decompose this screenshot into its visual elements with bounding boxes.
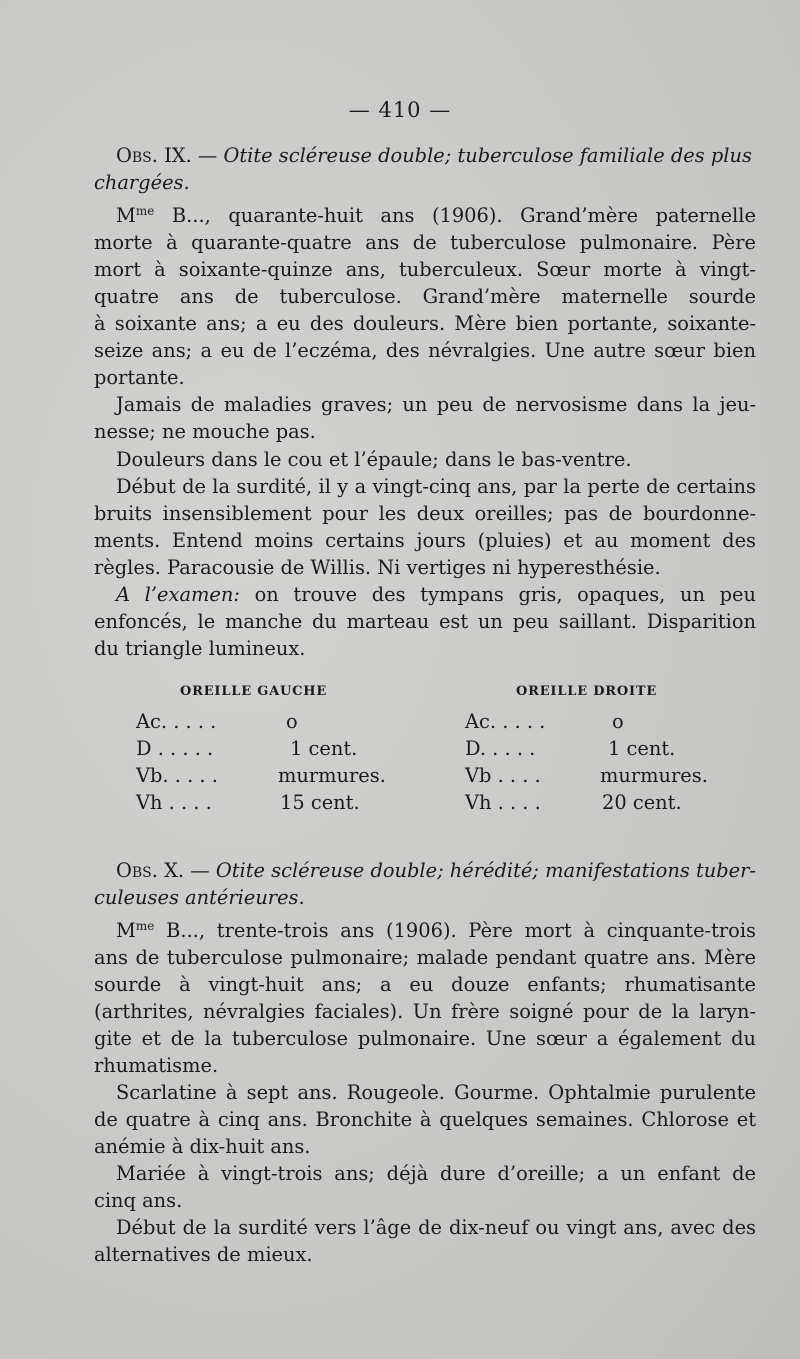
obs10-p1-line3: sourde à vingt-huit ans; a eu douze enfants; rhumatisante	[94, 973, 756, 996]
obs9-p5-line1: A l’examen: on trouve des tympans gris, opaques, un peu	[116, 583, 757, 606]
obs10-p1-line5: gite et de la tuberculose pulmonaire. Une sœur a également du	[94, 1027, 756, 1050]
obs9-p4-line4: règles. Paracousie de Willis. Ni vertiges ni hyperesthésie.	[94, 556, 661, 579]
right-ear-header: OREILLE DROITE	[516, 684, 658, 699]
obs9-p5-line2: enfoncés, le manche du marteau est un peu saillant. Disparition	[94, 610, 756, 633]
obs9-p1-line2: morte à quarante-quatre ans de tuberculose pulmonaire. Père	[94, 231, 756, 254]
obs10-p4-line1: Début de la surdité vers l’âge de dix-neuf ou vingt ans, avec des	[116, 1216, 756, 1239]
left-row-label: D . . . . .	[136, 737, 214, 760]
obs9-p1-line5: à soixante ans; a eu des douleurs. Mère bien portante, soixante-	[94, 312, 756, 335]
obs10-p2-line3: anémie à dix-huit ans.	[94, 1135, 311, 1158]
obs9-p4-line2: bruits insensiblement pour les deux oreilles; pas de bourdonne-	[94, 502, 756, 525]
obs9-p1-line4: quatre ans de tuberculose. Grand’mère maternelle sourde	[94, 285, 756, 308]
obs9-p1-line7: portante.	[94, 366, 185, 389]
right-row-label: D. . . . .	[465, 737, 536, 760]
obs9-p2-line1: Jamais de maladies graves; un peu de nervosisme dans la jeu-	[116, 393, 756, 416]
obs9-p1-line3: mort à soixante-quinze ans, tuberculeux. Sœur morte à vingt-	[94, 258, 756, 281]
obs9-p2-line2: nesse; ne mouche pas.	[94, 420, 316, 443]
obs10-dash: —	[190, 859, 210, 882]
obs10-p1-line2: ans de tuberculose pulmonaire; malade pendant quatre ans. Mère	[94, 946, 756, 969]
obs10-title-line2: culeuses antérieures.	[94, 886, 305, 909]
right-row-value: 1 cent.	[608, 737, 676, 760]
obs9-dash: —	[197, 144, 218, 167]
obs10-p4-line2: alternatives de mieux.	[94, 1243, 313, 1266]
mme-abbrev: $M^{me}$ B...,	[116, 204, 211, 227]
obs9-p4-line3: ments. Entend moins certains jours (pluies) et au moment des	[94, 529, 756, 552]
right-row-label: Ac. . . . .	[465, 710, 546, 733]
obs9-p4-line1: Début de la surdité, il y a vingt-cinq ans, par la perte de certains	[116, 475, 756, 498]
right-row-value: murmures.	[600, 764, 708, 787]
left-row-label: Vb. . . . .	[136, 764, 218, 787]
left-row-label: Vh . . . .	[136, 791, 212, 814]
mme-abbrev: $M^{me}$ B...,	[116, 919, 206, 942]
obs9-title: Otite scléreuse double; tuberculose familiale des plus	[223, 144, 752, 167]
page-number: — 410 —	[348, 98, 452, 122]
obs9-p1-line6: seize ans; a eu de l’eczéma, des névralgies. Une autre sœur bien	[94, 339, 756, 362]
obs10-p3-line2: cinq ans.	[94, 1189, 183, 1212]
left-row-value: murmures.	[278, 764, 386, 787]
obs10-p1-line1: $M^{me}$ B..., trente-trois ans (1906). Père mort à cinquante-trois	[116, 919, 756, 942]
left-row-value: o	[286, 710, 298, 733]
left-row-value: 1 cent.	[290, 737, 358, 760]
obs10-p1-line6: rhumatisme.	[94, 1054, 219, 1077]
obs9-title-line1	[116, 143, 752, 169]
obs10-label: Obs. X.	[116, 859, 185, 882]
obs9-p1-line1: $M^{me}$ B..., quarante-huit ans (1906). Grand’mère paternelle	[116, 204, 756, 227]
obs9-title-line2: chargées.	[94, 171, 190, 194]
obs10-p2-line2: de quatre à cinq ans. Bronchite à quelques semaines. Chlorose et	[94, 1108, 756, 1131]
obs10-title: Otite scléreuse double; hérédité; manifestations tuber-	[215, 859, 756, 882]
right-row-label: Vh . . . .	[465, 791, 541, 814]
examen-label: A l’examen:	[116, 583, 240, 606]
obs9-label: Obs. IX.	[116, 144, 192, 167]
right-row-value: 20 cent.	[602, 791, 682, 814]
left-row-label: Ac. . . . .	[136, 710, 217, 733]
left-row-value: 15 cent.	[280, 791, 360, 814]
left-ear-header: OREILLE GAUCHE	[180, 684, 328, 699]
obs9-p5-line3: du triangle lumineux.	[94, 637, 306, 660]
obs10-p3-line1: Mariée à vingt-trois ans; déjà dure d’oreille; a un enfant de	[116, 1162, 756, 1185]
right-row-value: o	[612, 710, 624, 733]
obs10-p2-line1: Scarlatine à sept ans. Rougeole. Gourme. Ophtalmie purulente	[116, 1081, 756, 1104]
obs10-p1-line4: (arthrites, névralgies faciales). Un frère soigné pour de la laryn-	[94, 1000, 756, 1023]
obs10-title-line1	[116, 858, 756, 884]
right-row-label: Vb . . . .	[465, 764, 541, 787]
obs9-p3-line1: Douleurs dans le cou et l’épaule; dans le bas-ventre.	[116, 448, 632, 471]
